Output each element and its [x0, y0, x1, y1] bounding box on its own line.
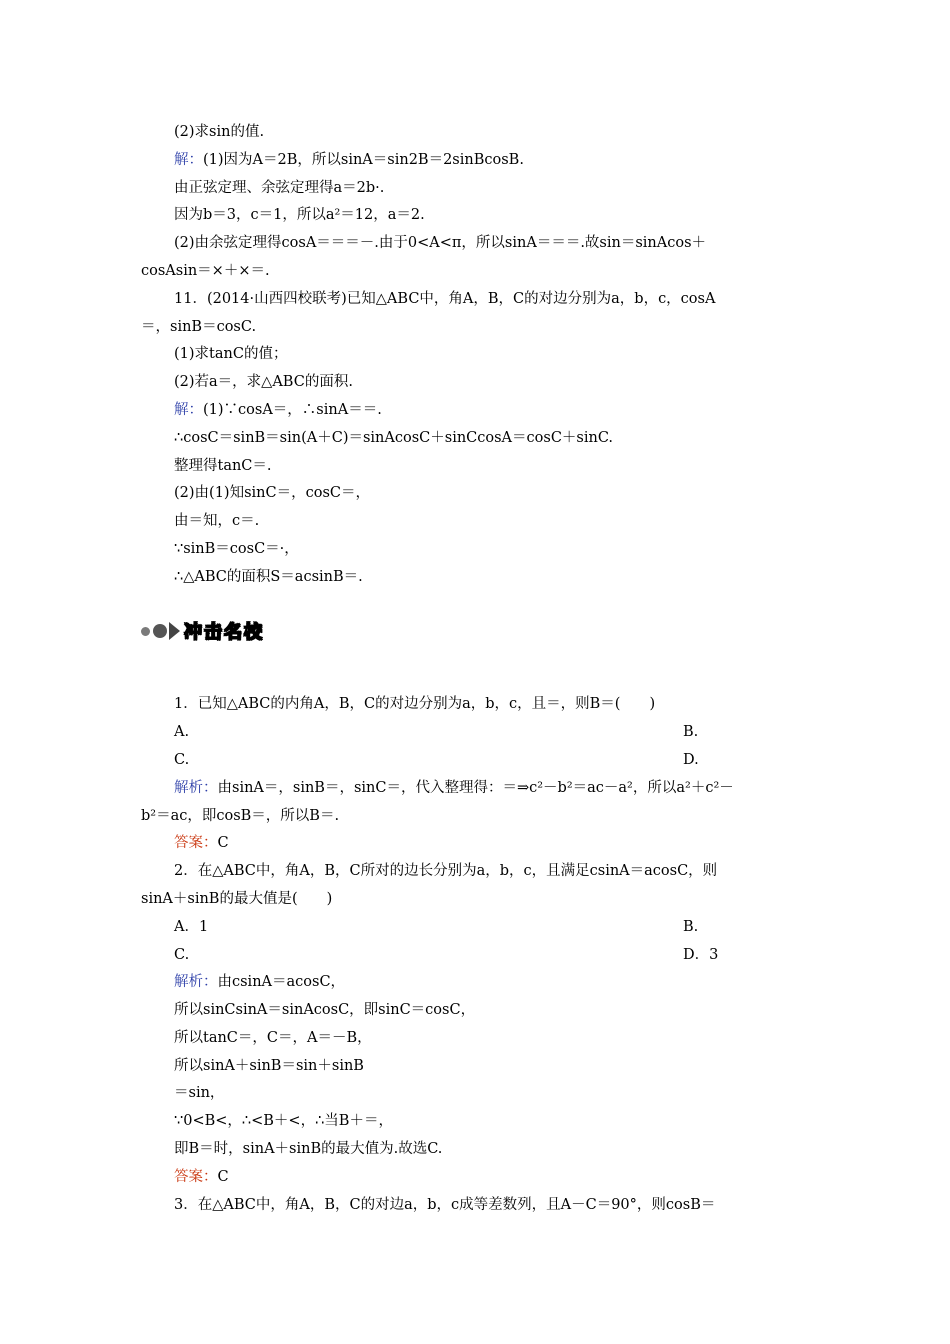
text-line: ＝sin， — [174, 1085, 225, 1101]
arrow-right-icon — [169, 622, 180, 640]
text-line: 解析：由csinA＝acosC， — [174, 974, 346, 990]
text-line: (2)若a＝，求△ABC的面积. — [174, 374, 353, 390]
answer-line: 答案：C — [174, 1169, 229, 1185]
section-title: 冲击名校 — [184, 622, 264, 643]
question-3-stem: 3．在△ABC中，角A，B，C的对边a，b，c成等差数列，且A－C＝90°，则cosB＝ — [174, 1197, 716, 1213]
option-c: C. — [174, 947, 190, 963]
solution-label: 解： — [174, 152, 203, 168]
text-line: 因为b＝3，c＝1，所以a²＝12，a＝2. — [174, 207, 425, 223]
text-line: ＝，sinB＝cosC. — [141, 319, 257, 335]
text-line: 所以sinA＋sinB＝sin＋sinB — [174, 1058, 364, 1074]
answer-label: 答案： — [174, 835, 218, 851]
text-line: sinA＋sinB的最大值是( ) — [141, 891, 333, 907]
text-line: (1)求tanC的值； — [174, 346, 288, 362]
analysis-label: 解析： — [174, 974, 218, 990]
text-line: 由正弦定理、余弦定理得a＝2b·. — [174, 180, 385, 196]
question-11-stem: 11．(2014·山西四校联考)已知△ABC中，角A，B，C的对边分别为a，b，c，cosA — [174, 291, 716, 307]
option-b: B. — [683, 724, 699, 740]
question-1-stem: 1．已知△ABC的内角A，B，C的对边分别为a，b，c，且＝，则B＝( ) — [174, 696, 656, 712]
solution-label: 解： — [174, 402, 203, 418]
option-row — [174, 750, 699, 770]
text-line: (2)求sin的值. — [174, 124, 265, 140]
text-line: cosAsin＝×＋×＝. — [141, 263, 270, 279]
text-line: (2)由余弦定理得cosA＝＝＝－.由于0<A<π，所以sinA＝＝＝.故sin＝sinAcos＋ — [174, 235, 707, 251]
option-a: A. — [174, 724, 190, 740]
text-line: 所以sinCsinA＝sinAcosC，即sinC＝cosC， — [174, 1002, 476, 1018]
text-line: 解析：由sinA＝，sinB＝，sinC＝，代入整理得：＝⇒c²－b²＝ac－a²，所以a²＋c²－ — [174, 780, 734, 796]
option-row — [174, 917, 699, 937]
option-row — [174, 945, 719, 965]
option-d: D. — [683, 752, 699, 768]
text-line: ∵0<B<，∴<B＋<，∴当B＋＝， — [174, 1113, 393, 1129]
large-dot-icon — [153, 624, 167, 638]
answer-label: 答案： — [174, 1169, 218, 1185]
section-header — [141, 618, 264, 644]
text-line: ∵sinB＝cosC＝·， — [174, 541, 299, 557]
text-line: b²＝ac，即cosB＝，所以B＝. — [141, 808, 340, 824]
analysis-label: 解析： — [174, 780, 218, 796]
option-c: C. — [174, 752, 190, 768]
text-line: 即B＝时，sinA＋sinB的最大值为.故选C. — [174, 1141, 443, 1157]
text-line: 所以tanC＝，C＝，A＝－B， — [174, 1030, 372, 1046]
text-line: 整理得tanC＝. — [174, 458, 272, 474]
option-b: B. — [683, 919, 699, 935]
option-d: D．3 — [683, 947, 719, 963]
text-line: ∴△ABC的面积S＝acsinB＝. — [174, 569, 363, 585]
text-line: 解：(1)因为A＝2B，所以sinA＝sin2B＝2sinBcosB. — [174, 152, 524, 168]
question-2-stem: 2．在△ABC中，角A，B，C所对的边长分别为a，b，c，且满足csinA＝acosC，则 — [174, 863, 718, 879]
text-line: 解：(1)∵cosA＝，∴sinA＝＝. — [174, 402, 382, 418]
answer-line: 答案：C — [174, 835, 229, 851]
text-line: (2)由(1)知sinC＝，cosC＝， — [174, 485, 370, 501]
text-line: ∴cosC＝sinB＝sin(A＋C)＝sinAcosC＋sinCcosA＝cosC＋sinC. — [174, 430, 614, 446]
small-dot-icon — [141, 627, 150, 636]
option-a: A．1 — [174, 919, 209, 935]
option-row — [174, 722, 699, 742]
text-line: 由＝知，c＝. — [174, 513, 260, 529]
